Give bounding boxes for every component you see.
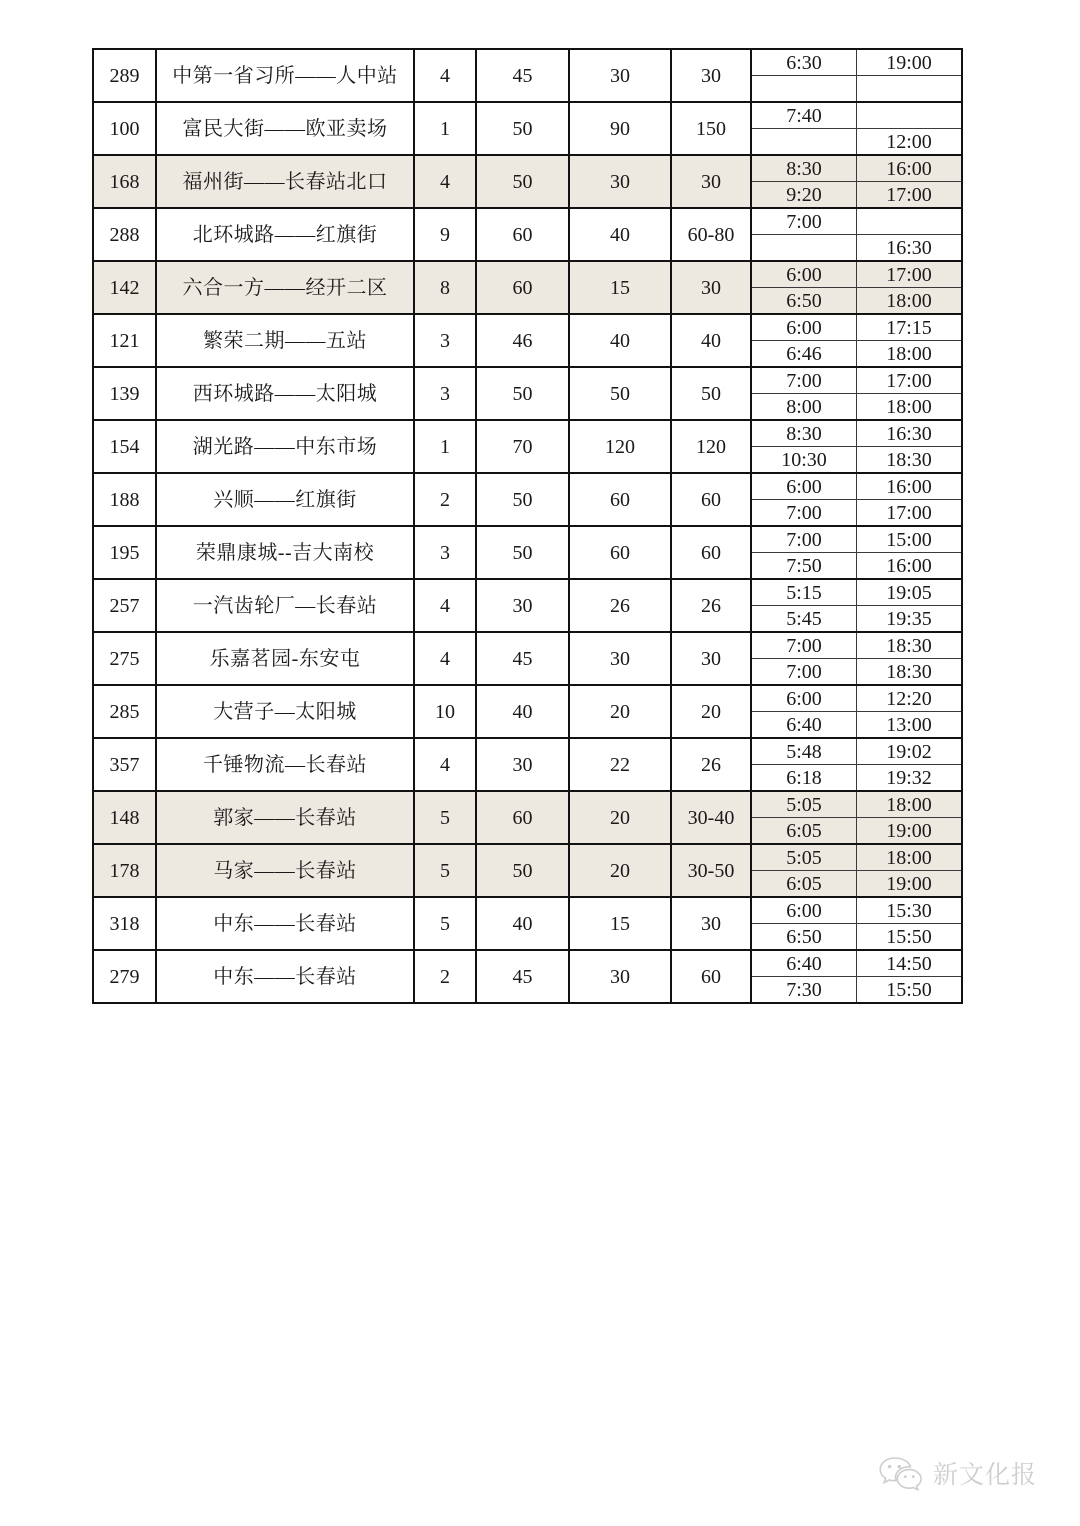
cell-service-times bbox=[751, 49, 962, 102]
cell-capacity: 50 bbox=[476, 844, 569, 897]
cell-interval-offpeak: 60 bbox=[671, 950, 751, 1003]
cell-route-number: 275 bbox=[93, 632, 156, 685]
table-row bbox=[93, 155, 962, 208]
service-time-row bbox=[752, 421, 961, 447]
table-row bbox=[93, 738, 962, 791]
first-bus-time bbox=[752, 129, 857, 155]
bus-schedule-table-container bbox=[92, 51, 961, 1001]
cell-route-number: 121 bbox=[93, 314, 156, 367]
cell-interval-peak: 30 bbox=[569, 632, 671, 685]
service-time-row bbox=[752, 209, 961, 235]
cell-vehicles: 4 bbox=[414, 738, 476, 791]
cell-route-name: 马家——长春站 bbox=[156, 844, 414, 897]
cell-interval-peak: 120 bbox=[569, 420, 671, 473]
cell-capacity: 45 bbox=[476, 632, 569, 685]
table-row bbox=[93, 632, 962, 685]
cell-vehicles: 5 bbox=[414, 897, 476, 950]
table-row bbox=[93, 844, 962, 897]
cell-interval-offpeak: 20 bbox=[671, 685, 751, 738]
first-bus-time: 8:30 bbox=[752, 421, 857, 447]
cell-service-times bbox=[751, 579, 962, 632]
first-bus-time: 6:00 bbox=[752, 315, 857, 341]
first-bus-time: 7:00 bbox=[752, 633, 857, 659]
cell-interval-peak: 20 bbox=[569, 685, 671, 738]
cell-vehicles: 3 bbox=[414, 314, 476, 367]
first-bus-time: 6:00 bbox=[752, 686, 857, 712]
last-bus-time bbox=[857, 76, 962, 102]
service-time-row bbox=[752, 103, 961, 129]
service-time-row bbox=[752, 50, 961, 76]
first-bus-time: 6:05 bbox=[752, 871, 857, 897]
service-time-row bbox=[752, 686, 961, 712]
last-bus-time: 15:00 bbox=[857, 527, 962, 553]
cell-interval-peak: 15 bbox=[569, 261, 671, 314]
last-bus-time: 12:20 bbox=[857, 686, 962, 712]
cell-route-name: 兴顺——红旗街 bbox=[156, 473, 414, 526]
last-bus-time: 16:00 bbox=[857, 156, 962, 182]
cell-vehicles: 4 bbox=[414, 49, 476, 102]
cell-service-times bbox=[751, 261, 962, 314]
last-bus-time: 17:00 bbox=[857, 500, 962, 526]
last-bus-time: 19:05 bbox=[857, 580, 962, 606]
service-time-row bbox=[752, 447, 961, 473]
table-row bbox=[93, 579, 962, 632]
cell-interval-offpeak: 30-50 bbox=[671, 844, 751, 897]
cell-interval-offpeak: 50 bbox=[671, 367, 751, 420]
cell-service-times bbox=[751, 367, 962, 420]
first-bus-time: 7:40 bbox=[752, 103, 857, 129]
service-time-row bbox=[752, 659, 961, 685]
service-time-row bbox=[752, 924, 961, 950]
cell-vehicles: 1 bbox=[414, 420, 476, 473]
cell-interval-offpeak: 120 bbox=[671, 420, 751, 473]
last-bus-time: 12:00 bbox=[857, 129, 962, 155]
cell-service-times bbox=[751, 102, 962, 155]
cell-interval-offpeak: 60-80 bbox=[671, 208, 751, 261]
service-time-row bbox=[752, 553, 961, 579]
last-bus-time: 19:35 bbox=[857, 606, 962, 632]
table-row bbox=[93, 420, 962, 473]
first-bus-time: 5:15 bbox=[752, 580, 857, 606]
last-bus-time: 17:00 bbox=[857, 182, 962, 208]
last-bus-time: 19:00 bbox=[857, 50, 962, 76]
cell-interval-peak: 15 bbox=[569, 897, 671, 950]
last-bus-time bbox=[857, 103, 962, 129]
last-bus-time: 19:32 bbox=[857, 765, 962, 791]
service-time-row bbox=[752, 951, 961, 977]
service-time-row bbox=[752, 341, 961, 367]
service-time-row bbox=[752, 129, 961, 155]
cell-interval-offpeak: 30-40 bbox=[671, 791, 751, 844]
first-bus-time: 6:00 bbox=[752, 898, 857, 924]
cell-route-name: 荣鼎康城--吉大南校 bbox=[156, 526, 414, 579]
last-bus-time: 19:02 bbox=[857, 739, 962, 765]
last-bus-time: 15:50 bbox=[857, 924, 962, 950]
service-time-row bbox=[752, 712, 961, 738]
last-bus-time: 16:00 bbox=[857, 553, 962, 579]
table-row bbox=[93, 897, 962, 950]
cell-capacity: 45 bbox=[476, 950, 569, 1003]
service-time-row bbox=[752, 898, 961, 924]
cell-interval-offpeak: 30 bbox=[671, 261, 751, 314]
cell-route-name: 北环城路——红旗街 bbox=[156, 208, 414, 261]
first-bus-time: 5:05 bbox=[752, 845, 857, 871]
bus-schedule-body bbox=[93, 49, 962, 1003]
watermark bbox=[878, 1455, 1037, 1491]
cell-capacity: 60 bbox=[476, 791, 569, 844]
service-time-row bbox=[752, 500, 961, 526]
first-bus-time: 6:05 bbox=[752, 818, 857, 844]
cell-interval-peak: 30 bbox=[569, 155, 671, 208]
table-row bbox=[93, 314, 962, 367]
last-bus-time: 18:30 bbox=[857, 447, 962, 473]
first-bus-time: 5:45 bbox=[752, 606, 857, 632]
table-row bbox=[93, 526, 962, 579]
table-row bbox=[93, 102, 962, 155]
service-time-row bbox=[752, 739, 961, 765]
cell-route-number: 148 bbox=[93, 791, 156, 844]
cell-interval-peak: 30 bbox=[569, 49, 671, 102]
first-bus-time: 7:50 bbox=[752, 553, 857, 579]
cell-service-times bbox=[751, 473, 962, 526]
cell-route-name: 千锤物流—长春站 bbox=[156, 738, 414, 791]
table-row bbox=[93, 49, 962, 102]
cell-route-number: 279 bbox=[93, 950, 156, 1003]
table-row bbox=[93, 367, 962, 420]
cell-interval-peak: 26 bbox=[569, 579, 671, 632]
table-row bbox=[93, 685, 962, 738]
first-bus-time: 6:40 bbox=[752, 712, 857, 738]
cell-interval-offpeak: 30 bbox=[671, 897, 751, 950]
cell-interval-offpeak: 30 bbox=[671, 49, 751, 102]
cell-service-times bbox=[751, 208, 962, 261]
cell-route-number: 154 bbox=[93, 420, 156, 473]
table-row bbox=[93, 950, 962, 1003]
cell-route-name: 中东——长春站 bbox=[156, 950, 414, 1003]
service-time-row bbox=[752, 474, 961, 500]
cell-capacity: 30 bbox=[476, 579, 569, 632]
cell-capacity: 50 bbox=[476, 155, 569, 208]
table-row bbox=[93, 473, 962, 526]
cell-vehicles: 8 bbox=[414, 261, 476, 314]
first-bus-time: 5:05 bbox=[752, 792, 857, 818]
cell-route-number: 288 bbox=[93, 208, 156, 261]
last-bus-time: 18:30 bbox=[857, 659, 962, 685]
bus-schedule-table bbox=[92, 48, 963, 1004]
last-bus-time: 18:00 bbox=[857, 341, 962, 367]
cell-vehicles: 5 bbox=[414, 791, 476, 844]
cell-route-number: 178 bbox=[93, 844, 156, 897]
cell-route-number: 142 bbox=[93, 261, 156, 314]
cell-service-times bbox=[751, 950, 962, 1003]
cell-route-name: 湖光路——中东市场 bbox=[156, 420, 414, 473]
cell-capacity: 70 bbox=[476, 420, 569, 473]
cell-capacity: 40 bbox=[476, 897, 569, 950]
cell-interval-offpeak: 26 bbox=[671, 579, 751, 632]
last-bus-time: 15:50 bbox=[857, 977, 962, 1003]
cell-route-name: 郭家——长春站 bbox=[156, 791, 414, 844]
first-bus-time bbox=[752, 235, 857, 261]
service-time-row bbox=[752, 76, 961, 102]
service-time-row bbox=[752, 527, 961, 553]
cell-route-number: 188 bbox=[93, 473, 156, 526]
cell-service-times bbox=[751, 685, 962, 738]
service-time-row bbox=[752, 633, 961, 659]
cell-capacity: 50 bbox=[476, 526, 569, 579]
first-bus-time: 7:00 bbox=[752, 500, 857, 526]
first-bus-time: 6:30 bbox=[752, 50, 857, 76]
cell-capacity: 50 bbox=[476, 473, 569, 526]
service-time-row bbox=[752, 580, 961, 606]
service-time-row bbox=[752, 182, 961, 208]
service-time-row bbox=[752, 765, 961, 791]
last-bus-time: 18:30 bbox=[857, 633, 962, 659]
cell-interval-offpeak: 60 bbox=[671, 473, 751, 526]
first-bus-time: 8:30 bbox=[752, 156, 857, 182]
cell-capacity: 40 bbox=[476, 685, 569, 738]
first-bus-time: 6:18 bbox=[752, 765, 857, 791]
cell-interval-peak: 50 bbox=[569, 367, 671, 420]
cell-route-number: 195 bbox=[93, 526, 156, 579]
cell-service-times bbox=[751, 526, 962, 579]
service-time-row bbox=[752, 235, 961, 261]
cell-service-times bbox=[751, 420, 962, 473]
cell-vehicles: 4 bbox=[414, 632, 476, 685]
cell-service-times bbox=[751, 897, 962, 950]
cell-capacity: 30 bbox=[476, 738, 569, 791]
service-time-row bbox=[752, 288, 961, 314]
first-bus-time: 6:00 bbox=[752, 474, 857, 500]
cell-route-number: 318 bbox=[93, 897, 156, 950]
table-row bbox=[93, 791, 962, 844]
last-bus-time: 18:00 bbox=[857, 394, 962, 420]
service-time-row bbox=[752, 792, 961, 818]
last-bus-time: 16:30 bbox=[857, 235, 962, 261]
cell-interval-offpeak: 40 bbox=[671, 314, 751, 367]
cell-interval-peak: 40 bbox=[569, 314, 671, 367]
cell-route-number: 357 bbox=[93, 738, 156, 791]
cell-vehicles: 3 bbox=[414, 367, 476, 420]
cell-capacity: 60 bbox=[476, 261, 569, 314]
cell-route-number: 139 bbox=[93, 367, 156, 420]
watermark-label: 新文化报 bbox=[933, 1461, 1038, 1489]
service-time-row bbox=[752, 845, 961, 871]
cell-vehicles: 1 bbox=[414, 102, 476, 155]
first-bus-time bbox=[752, 76, 857, 102]
cell-interval-peak: 30 bbox=[569, 950, 671, 1003]
cell-route-number: 289 bbox=[93, 49, 156, 102]
cell-service-times bbox=[751, 314, 962, 367]
cell-capacity: 50 bbox=[476, 102, 569, 155]
cell-capacity: 46 bbox=[476, 314, 569, 367]
first-bus-time: 8:00 bbox=[752, 394, 857, 420]
service-time-row bbox=[752, 156, 961, 182]
cell-service-times bbox=[751, 738, 962, 791]
cell-route-name: 富民大街——欧亚卖场 bbox=[156, 102, 414, 155]
cell-route-number: 257 bbox=[93, 579, 156, 632]
service-time-row bbox=[752, 977, 961, 1003]
cell-capacity: 45 bbox=[476, 49, 569, 102]
last-bus-time: 18:00 bbox=[857, 845, 962, 871]
service-time-row bbox=[752, 262, 961, 288]
cell-capacity: 50 bbox=[476, 367, 569, 420]
last-bus-time: 17:00 bbox=[857, 368, 962, 394]
cell-interval-offpeak: 30 bbox=[671, 155, 751, 208]
cell-interval-peak: 60 bbox=[569, 473, 671, 526]
wechat-icon bbox=[878, 1456, 924, 1490]
first-bus-time: 9:20 bbox=[752, 182, 857, 208]
cell-interval-peak: 90 bbox=[569, 102, 671, 155]
service-time-row bbox=[752, 368, 961, 394]
first-bus-time: 7:00 bbox=[752, 659, 857, 685]
cell-service-times bbox=[751, 844, 962, 897]
cell-interval-offpeak: 30 bbox=[671, 632, 751, 685]
first-bus-time: 5:48 bbox=[752, 739, 857, 765]
cell-route-name: 乐嘉茗园-东安屯 bbox=[156, 632, 414, 685]
service-time-row bbox=[752, 871, 961, 897]
last-bus-time: 13:00 bbox=[857, 712, 962, 738]
cell-service-times bbox=[751, 155, 962, 208]
first-bus-time: 6:40 bbox=[752, 951, 857, 977]
cell-vehicles: 2 bbox=[414, 473, 476, 526]
table-row bbox=[93, 261, 962, 314]
first-bus-time: 6:50 bbox=[752, 288, 857, 314]
last-bus-time bbox=[857, 209, 962, 235]
service-time-row bbox=[752, 394, 961, 420]
cell-route-number: 100 bbox=[93, 102, 156, 155]
service-time-row bbox=[752, 606, 961, 632]
last-bus-time: 18:00 bbox=[857, 792, 962, 818]
first-bus-time: 6:46 bbox=[752, 341, 857, 367]
cell-route-name: 繁荣二期——五站 bbox=[156, 314, 414, 367]
last-bus-time: 19:00 bbox=[857, 818, 962, 844]
cell-interval-peak: 22 bbox=[569, 738, 671, 791]
cell-route-name: 一汽齿轮厂—长春站 bbox=[156, 579, 414, 632]
cell-vehicles: 4 bbox=[414, 155, 476, 208]
cell-interval-offpeak: 26 bbox=[671, 738, 751, 791]
service-time-row bbox=[752, 818, 961, 844]
cell-interval-peak: 60 bbox=[569, 526, 671, 579]
cell-vehicles: 3 bbox=[414, 526, 476, 579]
cell-interval-peak: 20 bbox=[569, 791, 671, 844]
cell-interval-peak: 20 bbox=[569, 844, 671, 897]
cell-vehicles: 5 bbox=[414, 844, 476, 897]
cell-route-name: 福州街——长春站北口 bbox=[156, 155, 414, 208]
first-bus-time: 6:50 bbox=[752, 924, 857, 950]
cell-capacity: 60 bbox=[476, 208, 569, 261]
last-bus-time: 14:50 bbox=[857, 951, 962, 977]
cell-interval-offpeak: 60 bbox=[671, 526, 751, 579]
cell-route-name: 中东——长春站 bbox=[156, 897, 414, 950]
cell-vehicles: 2 bbox=[414, 950, 476, 1003]
cell-interval-peak: 40 bbox=[569, 208, 671, 261]
cell-route-name: 西环城路——太阳城 bbox=[156, 367, 414, 420]
first-bus-time: 7:00 bbox=[752, 368, 857, 394]
table-row bbox=[93, 208, 962, 261]
last-bus-time: 17:15 bbox=[857, 315, 962, 341]
service-time-row bbox=[752, 315, 961, 341]
cell-route-number: 285 bbox=[93, 685, 156, 738]
cell-service-times bbox=[751, 632, 962, 685]
last-bus-time: 16:00 bbox=[857, 474, 962, 500]
cell-route-name: 大营子—太阳城 bbox=[156, 685, 414, 738]
cell-vehicles: 10 bbox=[414, 685, 476, 738]
first-bus-time: 7:30 bbox=[752, 977, 857, 1003]
cell-route-name: 六合一方——经开二区 bbox=[156, 261, 414, 314]
cell-vehicles: 4 bbox=[414, 579, 476, 632]
cell-interval-offpeak: 150 bbox=[671, 102, 751, 155]
last-bus-time: 15:30 bbox=[857, 898, 962, 924]
cell-vehicles: 9 bbox=[414, 208, 476, 261]
last-bus-time: 17:00 bbox=[857, 262, 962, 288]
last-bus-time: 18:00 bbox=[857, 288, 962, 314]
last-bus-time: 19:00 bbox=[857, 871, 962, 897]
cell-route-name: 中第一省习所——人中站 bbox=[156, 49, 414, 102]
first-bus-time: 7:00 bbox=[752, 209, 857, 235]
first-bus-time: 10:30 bbox=[752, 447, 857, 473]
last-bus-time: 16:30 bbox=[857, 421, 962, 447]
cell-route-number: 168 bbox=[93, 155, 156, 208]
cell-service-times bbox=[751, 791, 962, 844]
first-bus-time: 7:00 bbox=[752, 527, 857, 553]
first-bus-time: 6:00 bbox=[752, 262, 857, 288]
